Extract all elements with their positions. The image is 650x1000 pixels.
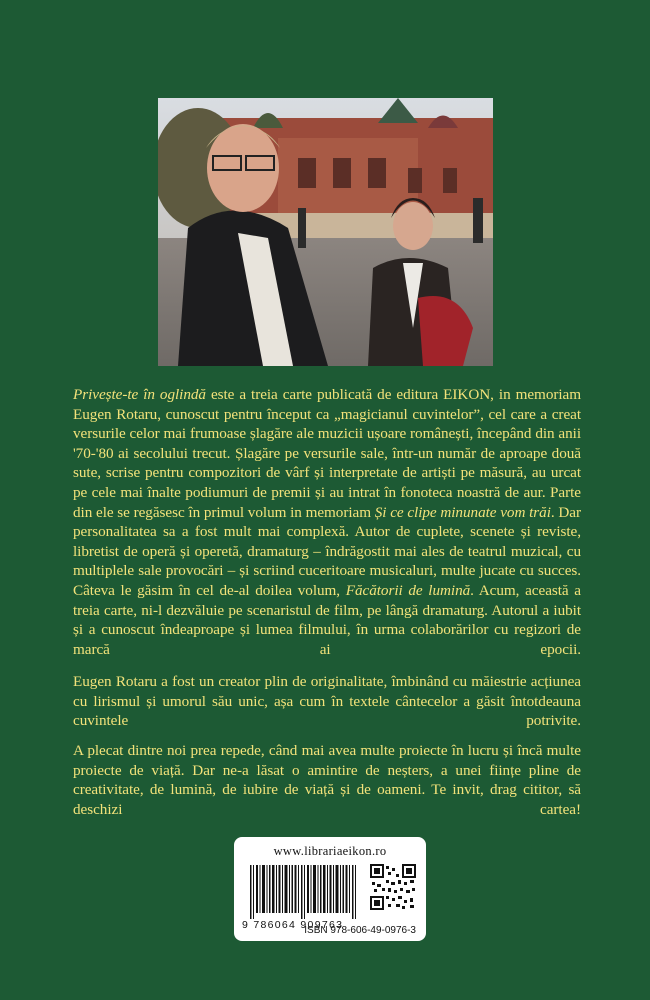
paragraph-3 [73, 741, 581, 839]
paragraph-text: . Acum, această a treia carte, ni-l dezvăluie pe scenaristul de film, pe lângă dramaturg. Autorul a iubit și a cunoscut îndeaproape și lumea filmului, în urma colaborărilor cu regizori de marcă ai epocii. [73, 581, 581, 658]
paragraph-text: A plecat dintre noi prea repede, când mai avea multe proiecte în lucru și încă multe proiecte de viață. Dar ne-a lăsat o amintire de neșters, a unei ființe pline de creativitate, de lumină, de iubire de viață și de oameni. Te invit, drag cititor, să deschizi cartea! [73, 742, 581, 818]
paragraph-text: . Dar personalitatea sa a fost mult mai complexă. Autor de cuplete, scenete și reviste, libretist de operă și operetă, dramaturg – îndrăgostit mai ales de teatrul muzical, cu multiplele sale provocări – și scriind cuceritoare musicaluri, multe jucate cu succes. Câteva le găsim în cel de-al doilea volum, [73, 503, 581, 599]
book-title-italic: Privește-te în oglindă [73, 386, 206, 403]
volume-title-italic: Și ce clipe minunate vom trăi [374, 503, 551, 521]
paragraph-text: este a treia carte publicată de editura EIKON, in memoriam Eugen Rotaru, cunoscut pentru început ca „magicianul cuvintelor”, cel care a creat versurile celor mai frumoase șlagăre ale muzicii ușoare românești, începând din anii '70-'80 ai secolului trecut. Șlagăre pe versurile sale, într-un număr de aproape două sute, scrise pentru compozitori de vârf și interpretate de artiști pe măsură, au urcat pe cele mai înalte podiumuri de premii și au intrat în fonoteca noastră de aur. Parte din ele se regăsesc în primul volum in memoriam [73, 386, 581, 521]
website-url: www.librariaeikon.ro [273, 844, 387, 858]
barcode-icon [250, 865, 362, 919]
volume-title-italic: Făcătorii de lumină [345, 581, 471, 599]
portrait-photo-icon [158, 98, 493, 366]
barcode-card [234, 837, 426, 941]
paragraph-text: Eugen Rotaru a fost un creator plin de originalitate, îmbinând cu măiestrie acțiunea cu lirismul și umorul său unic, așa cum în textele cântecelor a găsit întotdeauna cuvintele potrivite. [73, 673, 581, 730]
paragraph-1 [73, 385, 581, 679]
barcode-digits: 9 786064 909763 [242, 919, 344, 931]
cover-photo [158, 98, 493, 366]
isbn-number: ISBN 978-606-49-0976-3 [304, 925, 416, 936]
qr-code-icon [370, 864, 416, 910]
paragraph-2 [73, 672, 581, 750]
